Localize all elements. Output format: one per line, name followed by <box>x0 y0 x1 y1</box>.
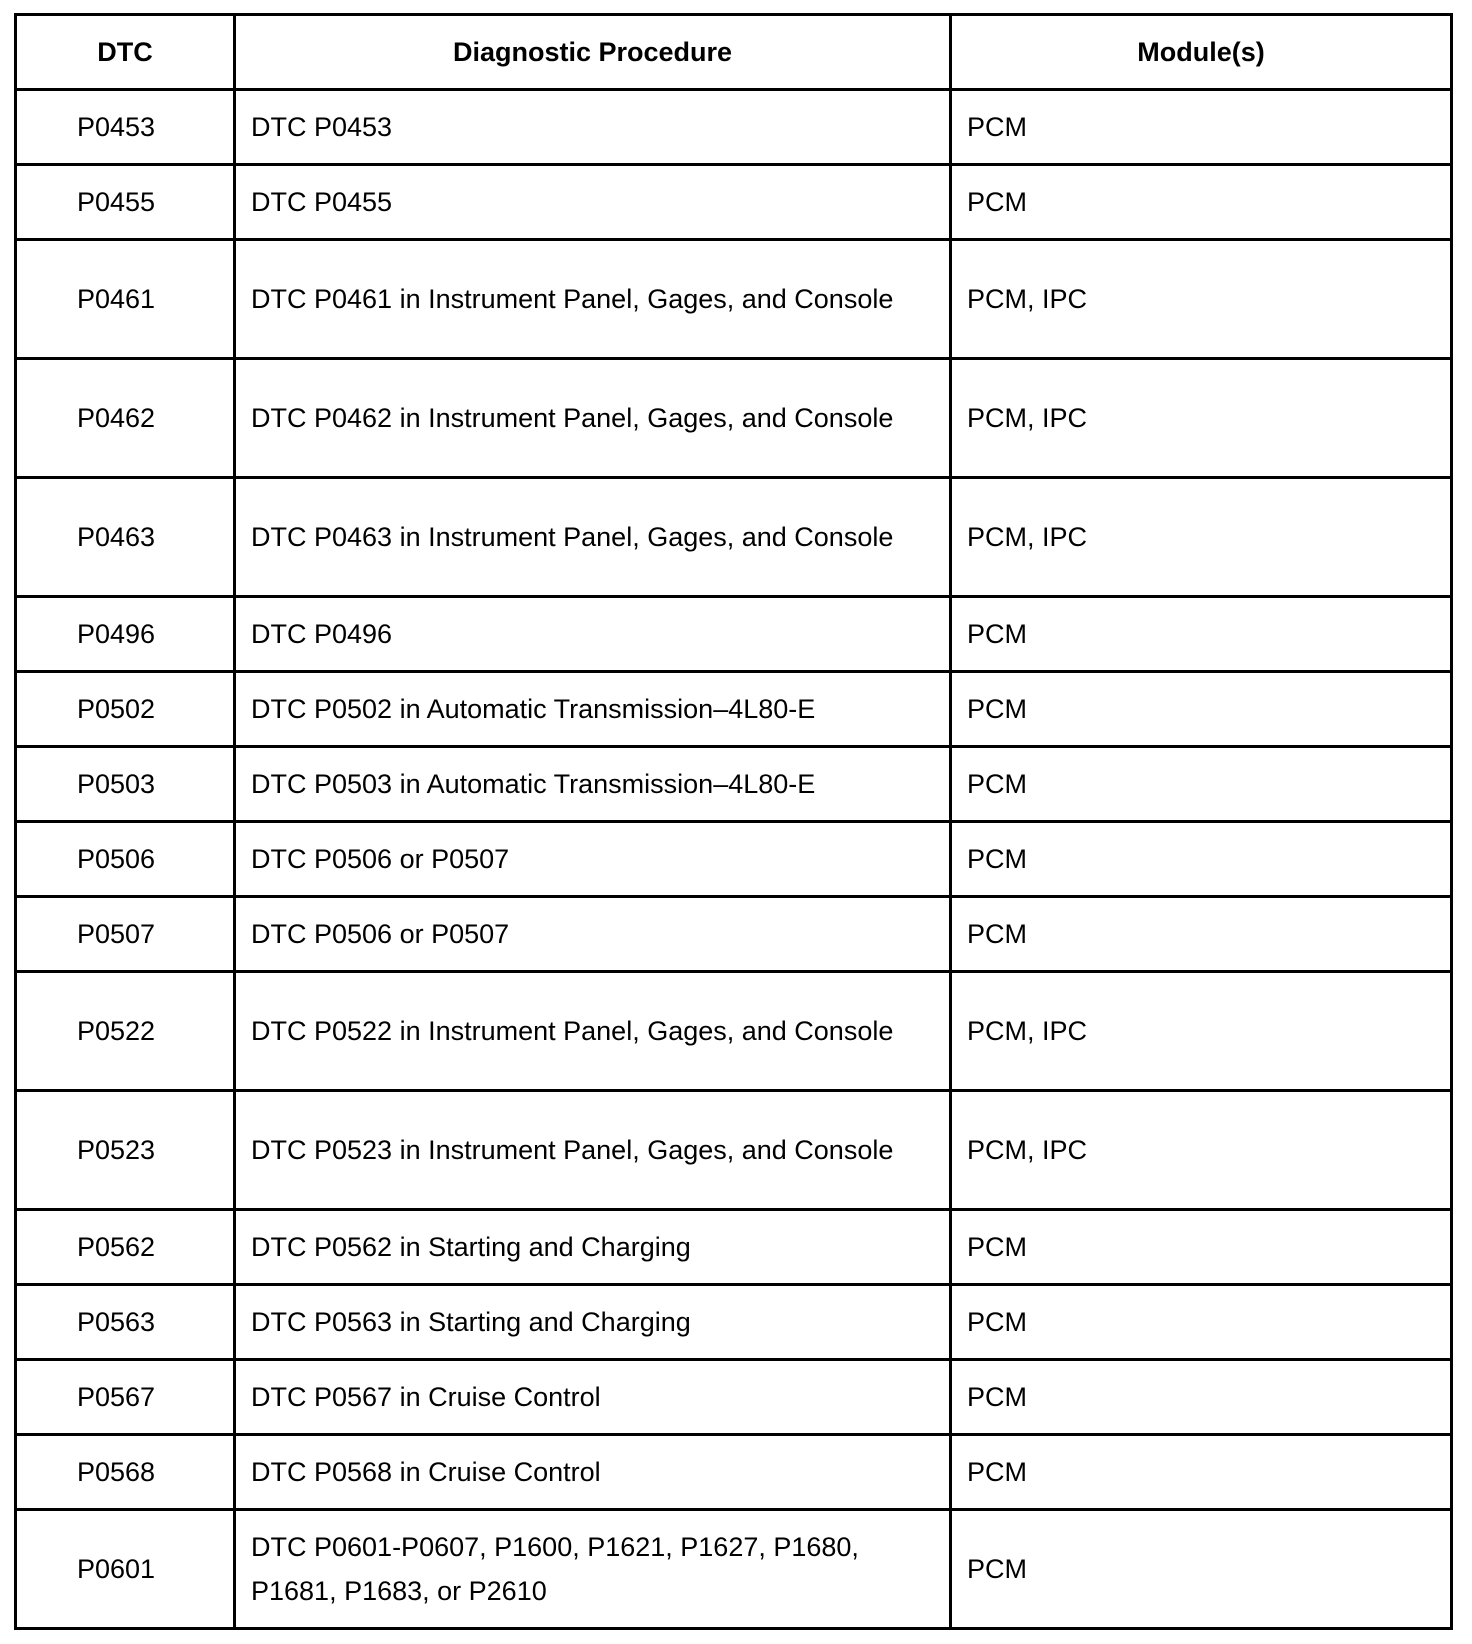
diagnostic-procedure: DTC P0522 in Instrument Panel, Gages, and Console <box>235 972 951 1091</box>
table-row <box>16 90 1452 165</box>
modules: PCM <box>951 822 1452 897</box>
diagnostic-procedure: DTC P0523 in Instrument Panel, Gages, and Console <box>235 1091 951 1210</box>
modules: PCM <box>951 90 1452 165</box>
diagnostic-procedure: DTC P0503 in Automatic Transmission–4L80-E <box>235 747 951 822</box>
dtc-table <box>14 13 1453 1630</box>
header-dtc: DTC <box>16 15 235 90</box>
modules: PCM <box>951 897 1452 972</box>
diagnostic-procedure: DTC P0462 in Instrument Panel, Gages, and Console <box>235 359 951 478</box>
table-row <box>16 1285 1452 1360</box>
diagnostic-procedure: DTC P0568 in Cruise Control <box>235 1435 951 1510</box>
dtc-code: P0461 <box>16 240 235 359</box>
diagnostic-procedure: DTC P0496 <box>235 597 951 672</box>
table-row <box>16 1435 1452 1510</box>
table-row <box>16 822 1452 897</box>
modules: PCM <box>951 1360 1452 1435</box>
table-row <box>16 240 1452 359</box>
modules: PCM <box>951 672 1452 747</box>
modules: PCM <box>951 1210 1452 1285</box>
dtc-code: P0503 <box>16 747 235 822</box>
dtc-code: P0506 <box>16 822 235 897</box>
table-header-row <box>16 15 1452 90</box>
diagnostic-procedure: DTC P0567 in Cruise Control <box>235 1360 951 1435</box>
modules: PCM, IPC <box>951 1091 1452 1210</box>
diagnostic-procedure: DTC P0601-P0607, P1600, P1621, P1627, P1680, P1681, P1683, or P2610 <box>235 1510 951 1629</box>
table-row <box>16 1091 1452 1210</box>
dtc-code: P0507 <box>16 897 235 972</box>
table-row <box>16 972 1452 1091</box>
modules: PCM <box>951 597 1452 672</box>
modules: PCM, IPC <box>951 359 1452 478</box>
modules: PCM <box>951 1435 1452 1510</box>
dtc-code: P0522 <box>16 972 235 1091</box>
diagnostic-procedure: DTC P0455 <box>235 165 951 240</box>
dtc-code: P0563 <box>16 1285 235 1360</box>
dtc-code: P0462 <box>16 359 235 478</box>
table-row <box>16 1510 1452 1629</box>
dtc-code: P0502 <box>16 672 235 747</box>
diagnostic-procedure: DTC P0463 in Instrument Panel, Gages, and Console <box>235 478 951 597</box>
table-row <box>16 747 1452 822</box>
modules: PCM <box>951 1285 1452 1360</box>
table-row <box>16 478 1452 597</box>
modules: PCM <box>951 1510 1452 1629</box>
dtc-code: P0453 <box>16 90 235 165</box>
modules: PCM <box>951 747 1452 822</box>
table-row <box>16 672 1452 747</box>
modules: PCM <box>951 165 1452 240</box>
diagnostic-procedure: DTC P0562 in Starting and Charging <box>235 1210 951 1285</box>
modules: PCM, IPC <box>951 240 1452 359</box>
diagnostic-procedure: DTC P0453 <box>235 90 951 165</box>
diagnostic-procedure: DTC P0506 or P0507 <box>235 897 951 972</box>
table-row <box>16 1210 1452 1285</box>
dtc-code: P0568 <box>16 1435 235 1510</box>
dtc-code: P0455 <box>16 165 235 240</box>
dtc-code: P0567 <box>16 1360 235 1435</box>
dtc-code: P0601 <box>16 1510 235 1629</box>
header-diagnostic-procedure: Diagnostic Procedure <box>235 15 951 90</box>
dtc-code: P0562 <box>16 1210 235 1285</box>
dtc-code: P0463 <box>16 478 235 597</box>
diagnostic-procedure: DTC P0563 in Starting and Charging <box>235 1285 951 1360</box>
diagnostic-procedure: DTC P0506 or P0507 <box>235 822 951 897</box>
header-modules: Module(s) <box>951 15 1452 90</box>
diagnostic-procedure: DTC P0502 in Automatic Transmission–4L80-E <box>235 672 951 747</box>
diagnostic-procedure: DTC P0461 in Instrument Panel, Gages, and Console <box>235 240 951 359</box>
modules: PCM, IPC <box>951 478 1452 597</box>
table-row <box>16 597 1452 672</box>
table-row <box>16 897 1452 972</box>
dtc-code: P0523 <box>16 1091 235 1210</box>
table-row <box>16 359 1452 478</box>
table-row <box>16 1360 1452 1435</box>
table-row <box>16 165 1452 240</box>
modules: PCM, IPC <box>951 972 1452 1091</box>
dtc-code: P0496 <box>16 597 235 672</box>
